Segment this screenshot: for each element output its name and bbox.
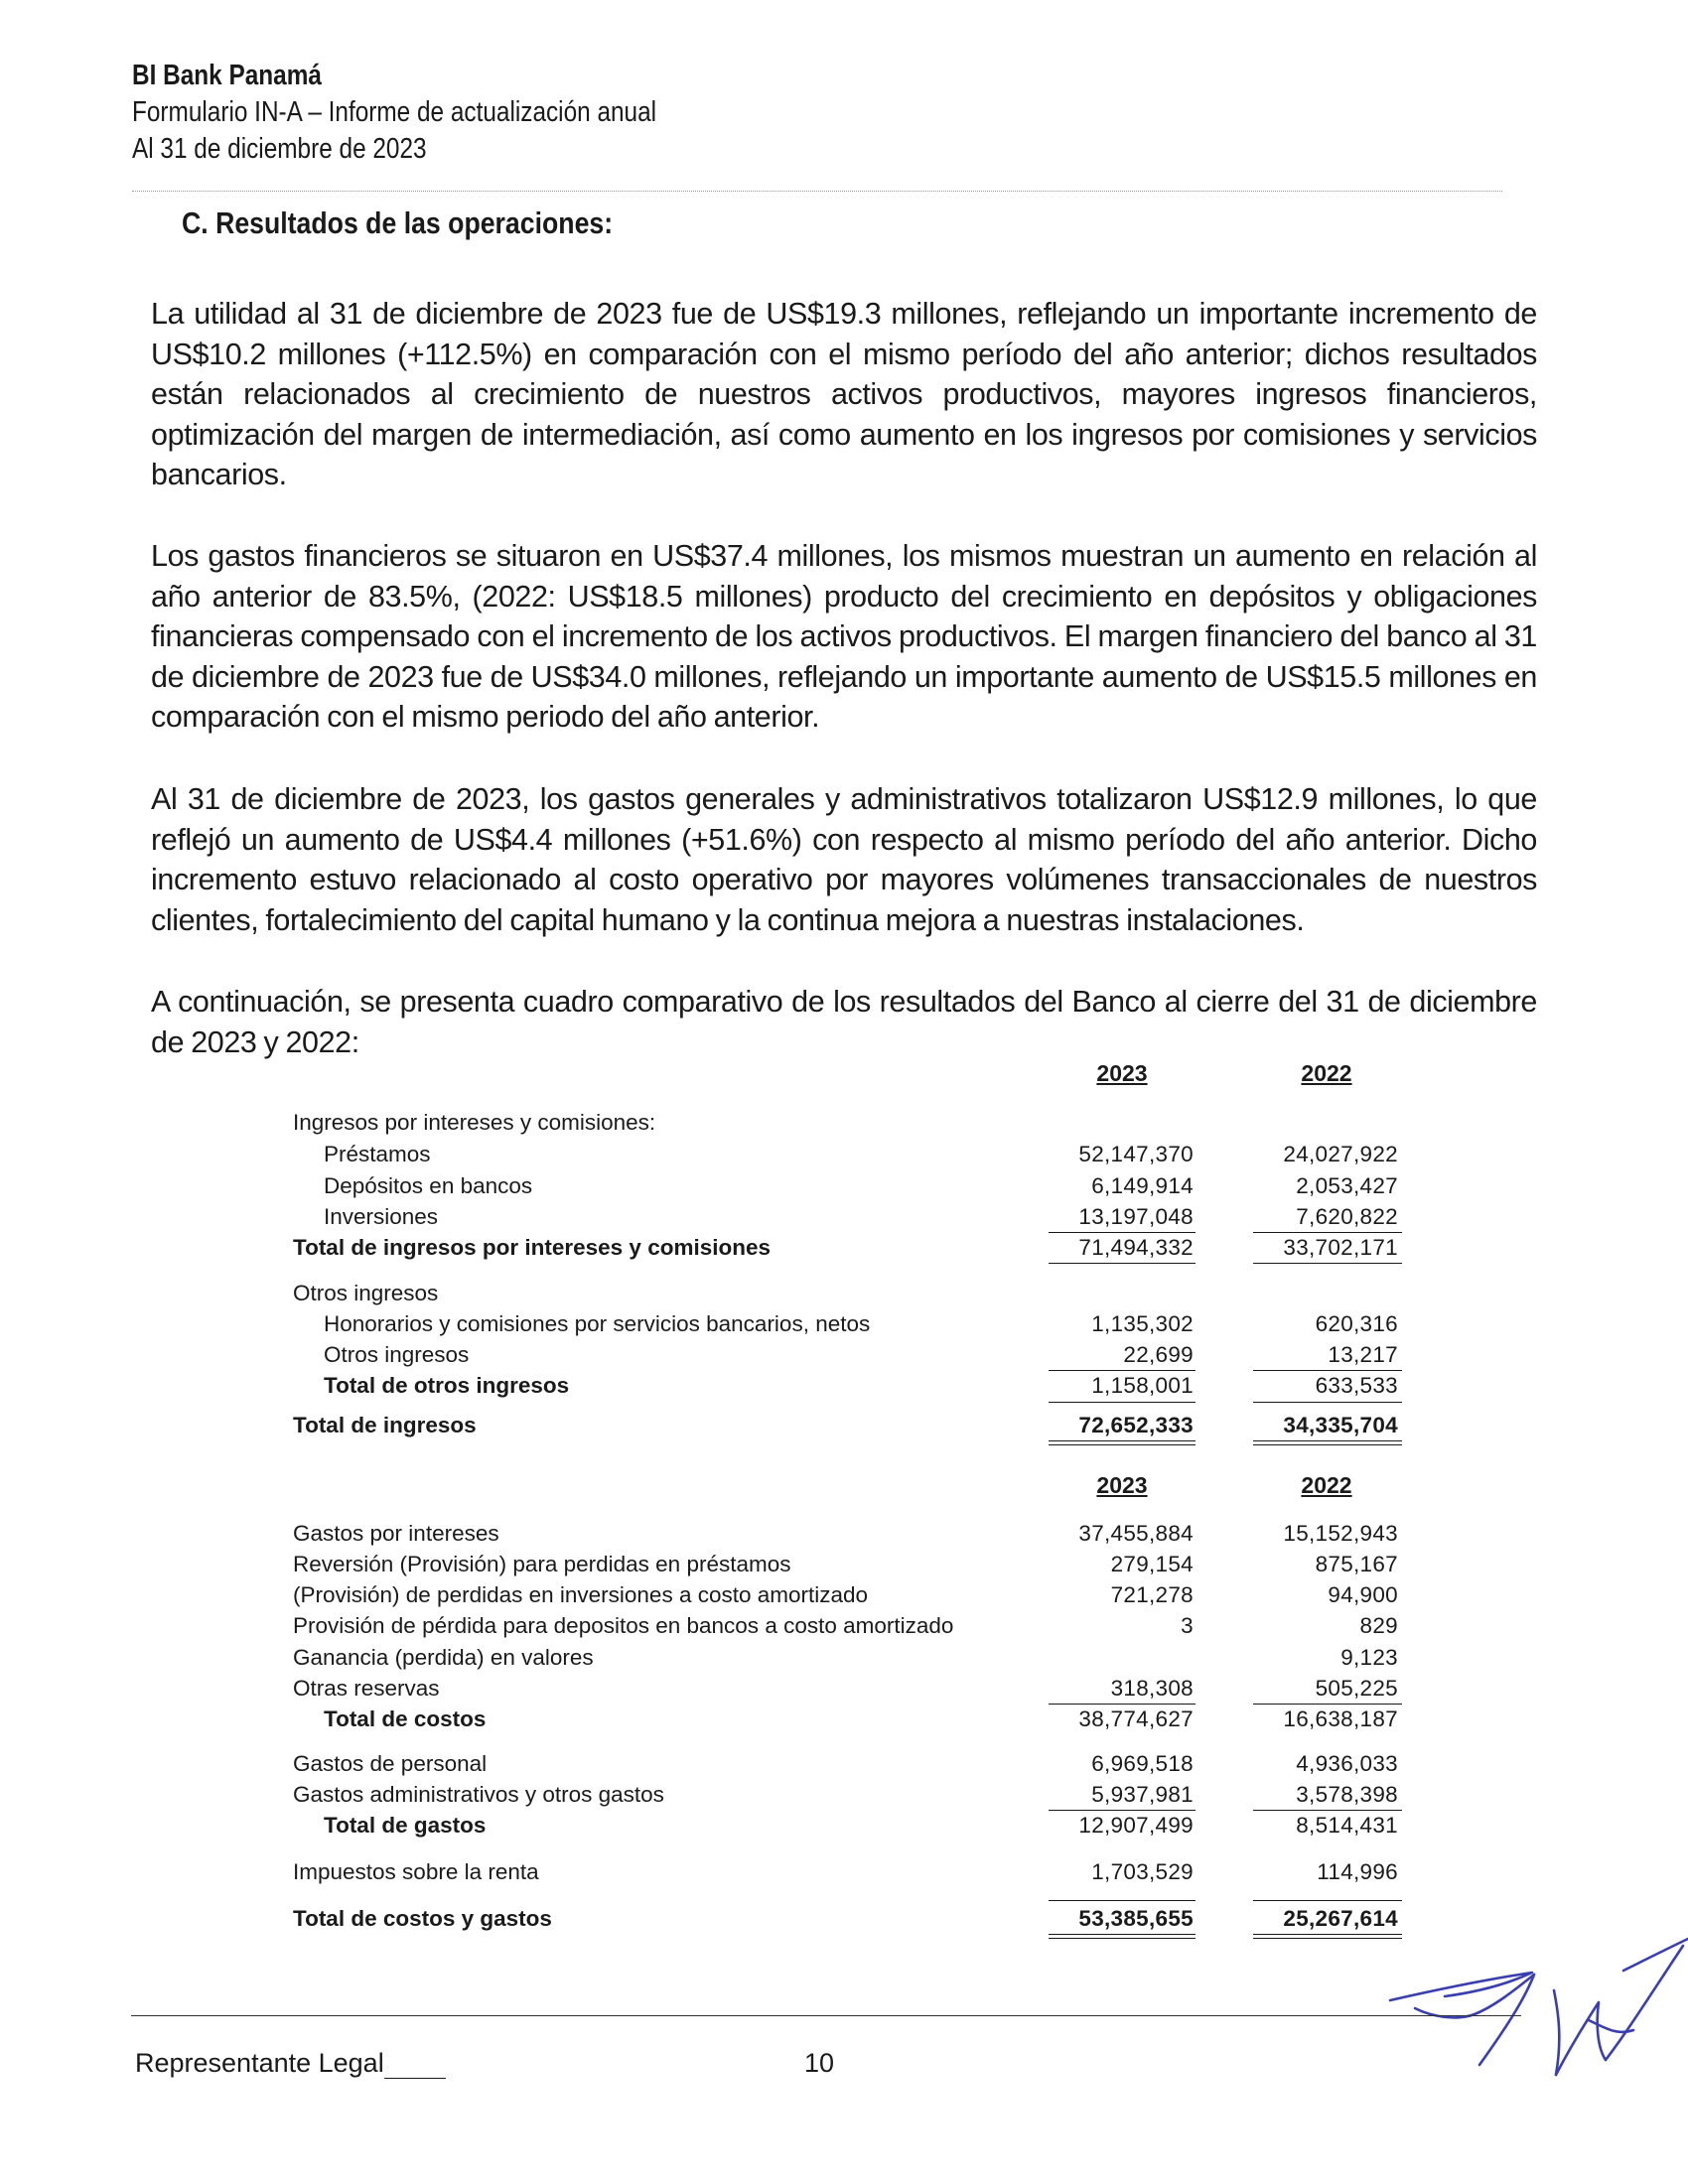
value-2022: 25,267,614 [1283, 1906, 1398, 1931]
paragraph-cuadro-intro: A continuación, se presenta cuadro comparativo de los resultados del Banco al cierre del 31 de diciembre de 2023 y 2022: [151, 985, 1537, 1059]
header-divider [132, 191, 1502, 192]
total-rule [1049, 1934, 1196, 1935]
value-2022: 875,167 [1315, 1552, 1398, 1576]
subtotal-rule [1049, 1263, 1196, 1264]
row-label: Gastos administrativos y otros gastos [293, 1782, 664, 1807]
value-2022: 33,702,171 [1283, 1235, 1398, 1260]
bank-name: BI Bank Panamá [132, 60, 322, 91]
value-2023: 52,147,370 [1078, 1142, 1194, 1166]
value-2023: 6,149,914 [1091, 1173, 1194, 1198]
subtotal-rule [1253, 1900, 1402, 1901]
row-label: Provisión de pérdida para depositos en bancos a costo amortizado [293, 1613, 954, 1638]
paragraph-gastos-generales: Al 31 de diciembre de 2023, los gastos generales y administrativos totalizaron US$12.9 millones, lo que reflejó un aumento de US$4.4 millones (+51.6%) con respecto al mismo período del año anterior. Dicho incremento estuvo relacionado al costo operativo por mayores volúmenes transaccionales de nuestros clientes, fortalecimiento del capital humano y la continua mejora a nuestras instalaciones. [151, 782, 1537, 937]
value-2023: 3 [1181, 1613, 1194, 1638]
subtotal-rule [1253, 1704, 1402, 1705]
value-2023: 318,308 [1110, 1676, 1194, 1701]
subtotal-rule [1253, 1263, 1402, 1264]
row-label: Otros ingresos [324, 1342, 470, 1367]
col-header-2022: 2022 [1301, 1472, 1352, 1498]
subtotal-rule [1253, 1402, 1402, 1403]
subtotal-rule [1253, 1810, 1402, 1811]
total-rule [1253, 1934, 1402, 1935]
value-2022: 24,027,922 [1283, 1142, 1398, 1166]
value-2023: 1,158,001 [1091, 1373, 1194, 1398]
row-label: Total de costos [324, 1706, 487, 1731]
subtotal-rule [1253, 1232, 1402, 1233]
row-label: Total de gastos [324, 1813, 487, 1838]
value-2023: 37,455,884 [1078, 1521, 1194, 1546]
form-title: Formulario IN-A – Informe de actualización anual [132, 96, 657, 128]
row-label: Ingresos por intereses y comisiones: [293, 1110, 656, 1135]
value-2022: 15,152,943 [1283, 1521, 1398, 1546]
row-label: Reversión (Provisión) para perdidas en préstamos [293, 1552, 791, 1576]
value-2023: 71,494,332 [1078, 1235, 1194, 1260]
section-title: C. Resultados de las operaciones: [182, 205, 614, 240]
value-2023: 38,774,627 [1078, 1706, 1194, 1731]
signature [1385, 1931, 1688, 2095]
col-header-2023: 2023 [1096, 1060, 1148, 1086]
value-2022: 829 [1359, 1613, 1398, 1638]
row-label: Gastos de personal [293, 1751, 488, 1776]
subtotal-rule [1049, 1704, 1196, 1705]
value-2022: 13,217 [1328, 1342, 1398, 1367]
page-number: 10 [804, 2048, 835, 2078]
total-rule [1049, 1440, 1196, 1441]
subtotal-rule [1049, 1810, 1196, 1811]
row-label: Otras reservas [293, 1676, 440, 1701]
value-2022: 505,225 [1315, 1676, 1398, 1701]
row-label: Préstamos [324, 1142, 431, 1166]
row-label: Inversiones [324, 1204, 439, 1229]
row-label: Impuestos sobre la renta [293, 1859, 539, 1884]
total-rule [1049, 1938, 1196, 1939]
value-2022: 9,123 [1340, 1645, 1398, 1670]
row-label: Honorarios y comisiones por servicios bancarios, netos [324, 1311, 871, 1336]
signature-blank-line [384, 2054, 446, 2079]
value-2023: 5,937,981 [1091, 1782, 1194, 1807]
value-2023: 721,278 [1110, 1582, 1194, 1607]
value-2022: 94,900 [1328, 1582, 1398, 1607]
row-label: Depósitos en bancos [324, 1173, 533, 1198]
col-header-2023: 2023 [1096, 1472, 1148, 1498]
col-header-2022: 2022 [1301, 1060, 1352, 1086]
row-label: Total de otros ingresos [324, 1373, 570, 1398]
legal-representative-label: Representante Legal [135, 2048, 384, 2078]
document-header [132, 58, 757, 168]
row-label: Gastos por intereses [293, 1521, 499, 1546]
value-2023: 13,197,048 [1078, 1204, 1194, 1229]
subtotal-rule [1049, 1900, 1196, 1901]
value-2022: 3,578,398 [1296, 1782, 1398, 1807]
value-2022: 2,053,427 [1296, 1173, 1398, 1198]
value-2022: 8,514,431 [1296, 1813, 1398, 1838]
value-2022: 114,996 [1317, 1859, 1398, 1884]
value-2022: 633,533 [1315, 1373, 1398, 1398]
row-label: (Provisión) de perdidas en inversiones a costo amortizado [293, 1582, 869, 1607]
row-label: Total de ingresos por intereses y comisiones [293, 1235, 771, 1260]
legal-representative-field [135, 2048, 446, 2079]
subtotal-rule [1049, 1402, 1196, 1403]
value-2023: 1,135,302 [1091, 1311, 1194, 1336]
total-rule [1253, 1440, 1402, 1441]
value-2022: 4,936,033 [1296, 1751, 1398, 1776]
paragraph-utilidad: La utilidad al 31 de diciembre de 2023 fue de US$19.3 millones, reflejando un importante incremento de US$10.2 millones (+112.5%) en comparación con el mismo período del año anterior; dichos resultados están relacionados al crecimiento de nuestros activos productivos, mayores ingresos financieros, optimización del margen de intermediación, así como aumento en los ingresos por comisiones y servicios bancarios. [151, 297, 1537, 491]
total-rule [1253, 1938, 1402, 1939]
footer-divider [131, 2015, 1521, 2016]
value-2022: 620,316 [1315, 1311, 1398, 1336]
row-label: Otros ingresos [293, 1281, 439, 1305]
paragraph-gastos-financieros: Los gastos financieros se situaron en US$37.4 millones, los mismos muestran un aumento en relación al año anterior de 83.5%, (2022: US$18.5 millones) producto del crecimiento en depósitos y obligaciones financieras compensado con el incremento de los activos productivos. El margen financiero del banco al 31 de diciembre de 2023 fue de US$34.0 millones, reflejando un importante aumento de US$15.5 millones en comparación con el mismo periodo del año anterior. [151, 539, 1537, 734]
value-2023: 6,969,518 [1091, 1751, 1194, 1776]
subtotal-rule [1049, 1370, 1196, 1371]
value-2023: 72,652,333 [1078, 1413, 1194, 1437]
row-label: Total de costos y gastos [293, 1906, 552, 1931]
value-2023: 22,699 [1123, 1342, 1194, 1367]
value-2022: 16,638,187 [1283, 1706, 1398, 1731]
row-label: Ganancia (perdida) en valores [293, 1645, 594, 1670]
value-2023: 279,154 [1110, 1552, 1194, 1576]
row-label: Total de ingresos [293, 1413, 477, 1437]
report-date: Al 31 de diciembre de 2023 [132, 133, 427, 165]
value-2022: 7,620,822 [1296, 1204, 1398, 1229]
value-2023: 12,907,499 [1078, 1813, 1194, 1838]
subtotal-rule [1253, 1370, 1402, 1371]
total-rule [1049, 1444, 1196, 1445]
total-rule [1253, 1444, 1402, 1445]
value-2023: 1,703,529 [1091, 1859, 1194, 1884]
value-2022: 34,335,704 [1283, 1413, 1398, 1437]
subtotal-rule [1049, 1232, 1196, 1233]
value-2023: 53,385,655 [1078, 1906, 1194, 1931]
